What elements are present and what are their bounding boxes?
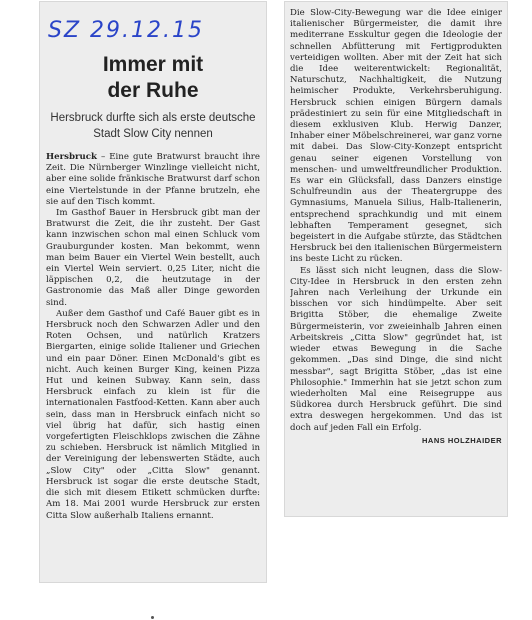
author-byline: HANS HOLZHAIDER	[422, 435, 502, 445]
article-column-right	[290, 8, 502, 514]
stray-dot	[151, 616, 154, 619]
headline-line-1: Immer mit	[102, 53, 204, 76]
paragraph-text: – Eine gute Bratwurst braucht ihre Zeit. Die Nürnberger Winzlinge vielleicht nicht, aber eine solide fränkische Bratwurst darf schon eine Viertelstunde in der Pfanne brutzeln, ehe sie auf den Tisch kommt.	[46, 152, 260, 207]
dateline: Hersbruck	[46, 152, 97, 162]
article-column-left	[46, 152, 260, 580]
subheadline: Hersbruck durfte sich als erste deutsche Stadt Slow City nennen	[50, 112, 256, 140]
article-paragraph: Die Slow-City-Bewegung war die Idee einiger italienischer Bürgermeister, die damit ihre mediterrane Esskultur gegen die Ideologie der schnellen Abfütterung mit Fertigprodukten verteidigen wollten. Aber mit der Zeit hat sich die Idee weiterentwickelt: Regionalität, Naturschutz, Nachhaltigkeit, die Nutzung heimischer Produkte, Verkehrsberuhigung. Hersbruck schien einigen Bürgern damals prädestiniert zu sein für eine Mitgliedschaft in diesem exklusiven Klub. Herwig Danzer, Inhaber einer Möbelschreinerei, war ganz vorne mit dabei. Das Slow-City-Konzept entspricht genau seiner eigenen Vorstellung von menschen- und umweltfreundlicher Produktion. Es war ein Glücksfall, dass Danzers einstige Schulfreundin aus der Theatergruppe des Gymnasiums, Manuela Silius, Halb-Italienerin, entsprechend sprachkundig und mit einem lebhaften Temperament gesegnet, sich begeistert in die Aufgabe stürzte, das Städtchen Hersbruck bei den italienischen Bürgermeistern ins beste Licht zu rücken.	[290, 8, 502, 265]
headline-line-2: der Ruhe	[107, 79, 199, 102]
article-paragraph: Außer dem Gasthof und Café Bauer gibt es in Hersbruck noch den Schwarzen Adler und den Roten Ochsen, und natürlich Kratzers Biergarten, einige solide Italiener und Griechen und ein paar Döner. Einen McDonald's gibt es nicht. Auch keinen Burger King, keinen Pizza Hut und keinen Subway. Kann sein, dass Hersbruck einfach zu klein ist für die internationalen Fastfood-Ketten. Kann aber auch sein, dass man in Hersbruck einfach nicht so viel übrig hat dafür, sich hastig einen vorgefertigten Fleischklops zwischen die Zähne zu schieben. Hersbruck ist nämlich Mitglied in der Vereinigung der lebenswerten Städte, auch „Slow City" oder „Citta Slow" genannt. Hersbruck ist sogar die erste deutsche Stadt, die sich mit diesem Etikett schmücken durfte: Am 18. Mai 2001 wurde Hersbruck zur ersten Citta Slow außerhalb Italiens ernannt.	[46, 308, 260, 521]
article-paragraph	[46, 152, 260, 208]
article-paragraph: Es lässt sich nicht leugnen, dass die Slow-City-Idee in Hersbruck in den ersten zehn Jahren nach Verleihung der Urkunde ein bisschen vor sich hindümpelte. Aber seit Brigitta Stöber, die ehemalige Zweite Bürgermeisterin, vor zweieinhalb Jahren einen Arbeitskreis „Citta Slow" gegründet hat, ist wieder etwas Bewegung in die Sache gekommen. „Das sind Dinge, die sind nicht messbar", sagt Brigitta Stöber, „das ist eine Philosophie." Immerhin hat sie jetzt schon zum wiederholten Mal eine Reisegruppe aus Südkorea durch Hersbruck geführt. Die sind extra deswegen hergekommen. Und das ist doch auf jeden Fall ein Erfolg.	[290, 265, 502, 433]
handwritten-date-note: SZ 29.12.15	[48, 18, 204, 43]
article-paragraph: Im Gasthof Bauer in Hersbruck gibt man der Bratwurst die Zeit, die ihr zusteht. Der Gast kann inzwischen schon mal einen Schluck vom Grauburgunder kosten. Man bekommt, wenn man beim Bauer ein Viertel Wein bestellt, auch ein Viertel Wein serviert. 0,25 Liter, nicht die läppischen 0,2, die heutzutage in der Gastronomie das Maß aller Dinge geworden sind.	[46, 208, 260, 308]
headline	[44, 52, 262, 104]
